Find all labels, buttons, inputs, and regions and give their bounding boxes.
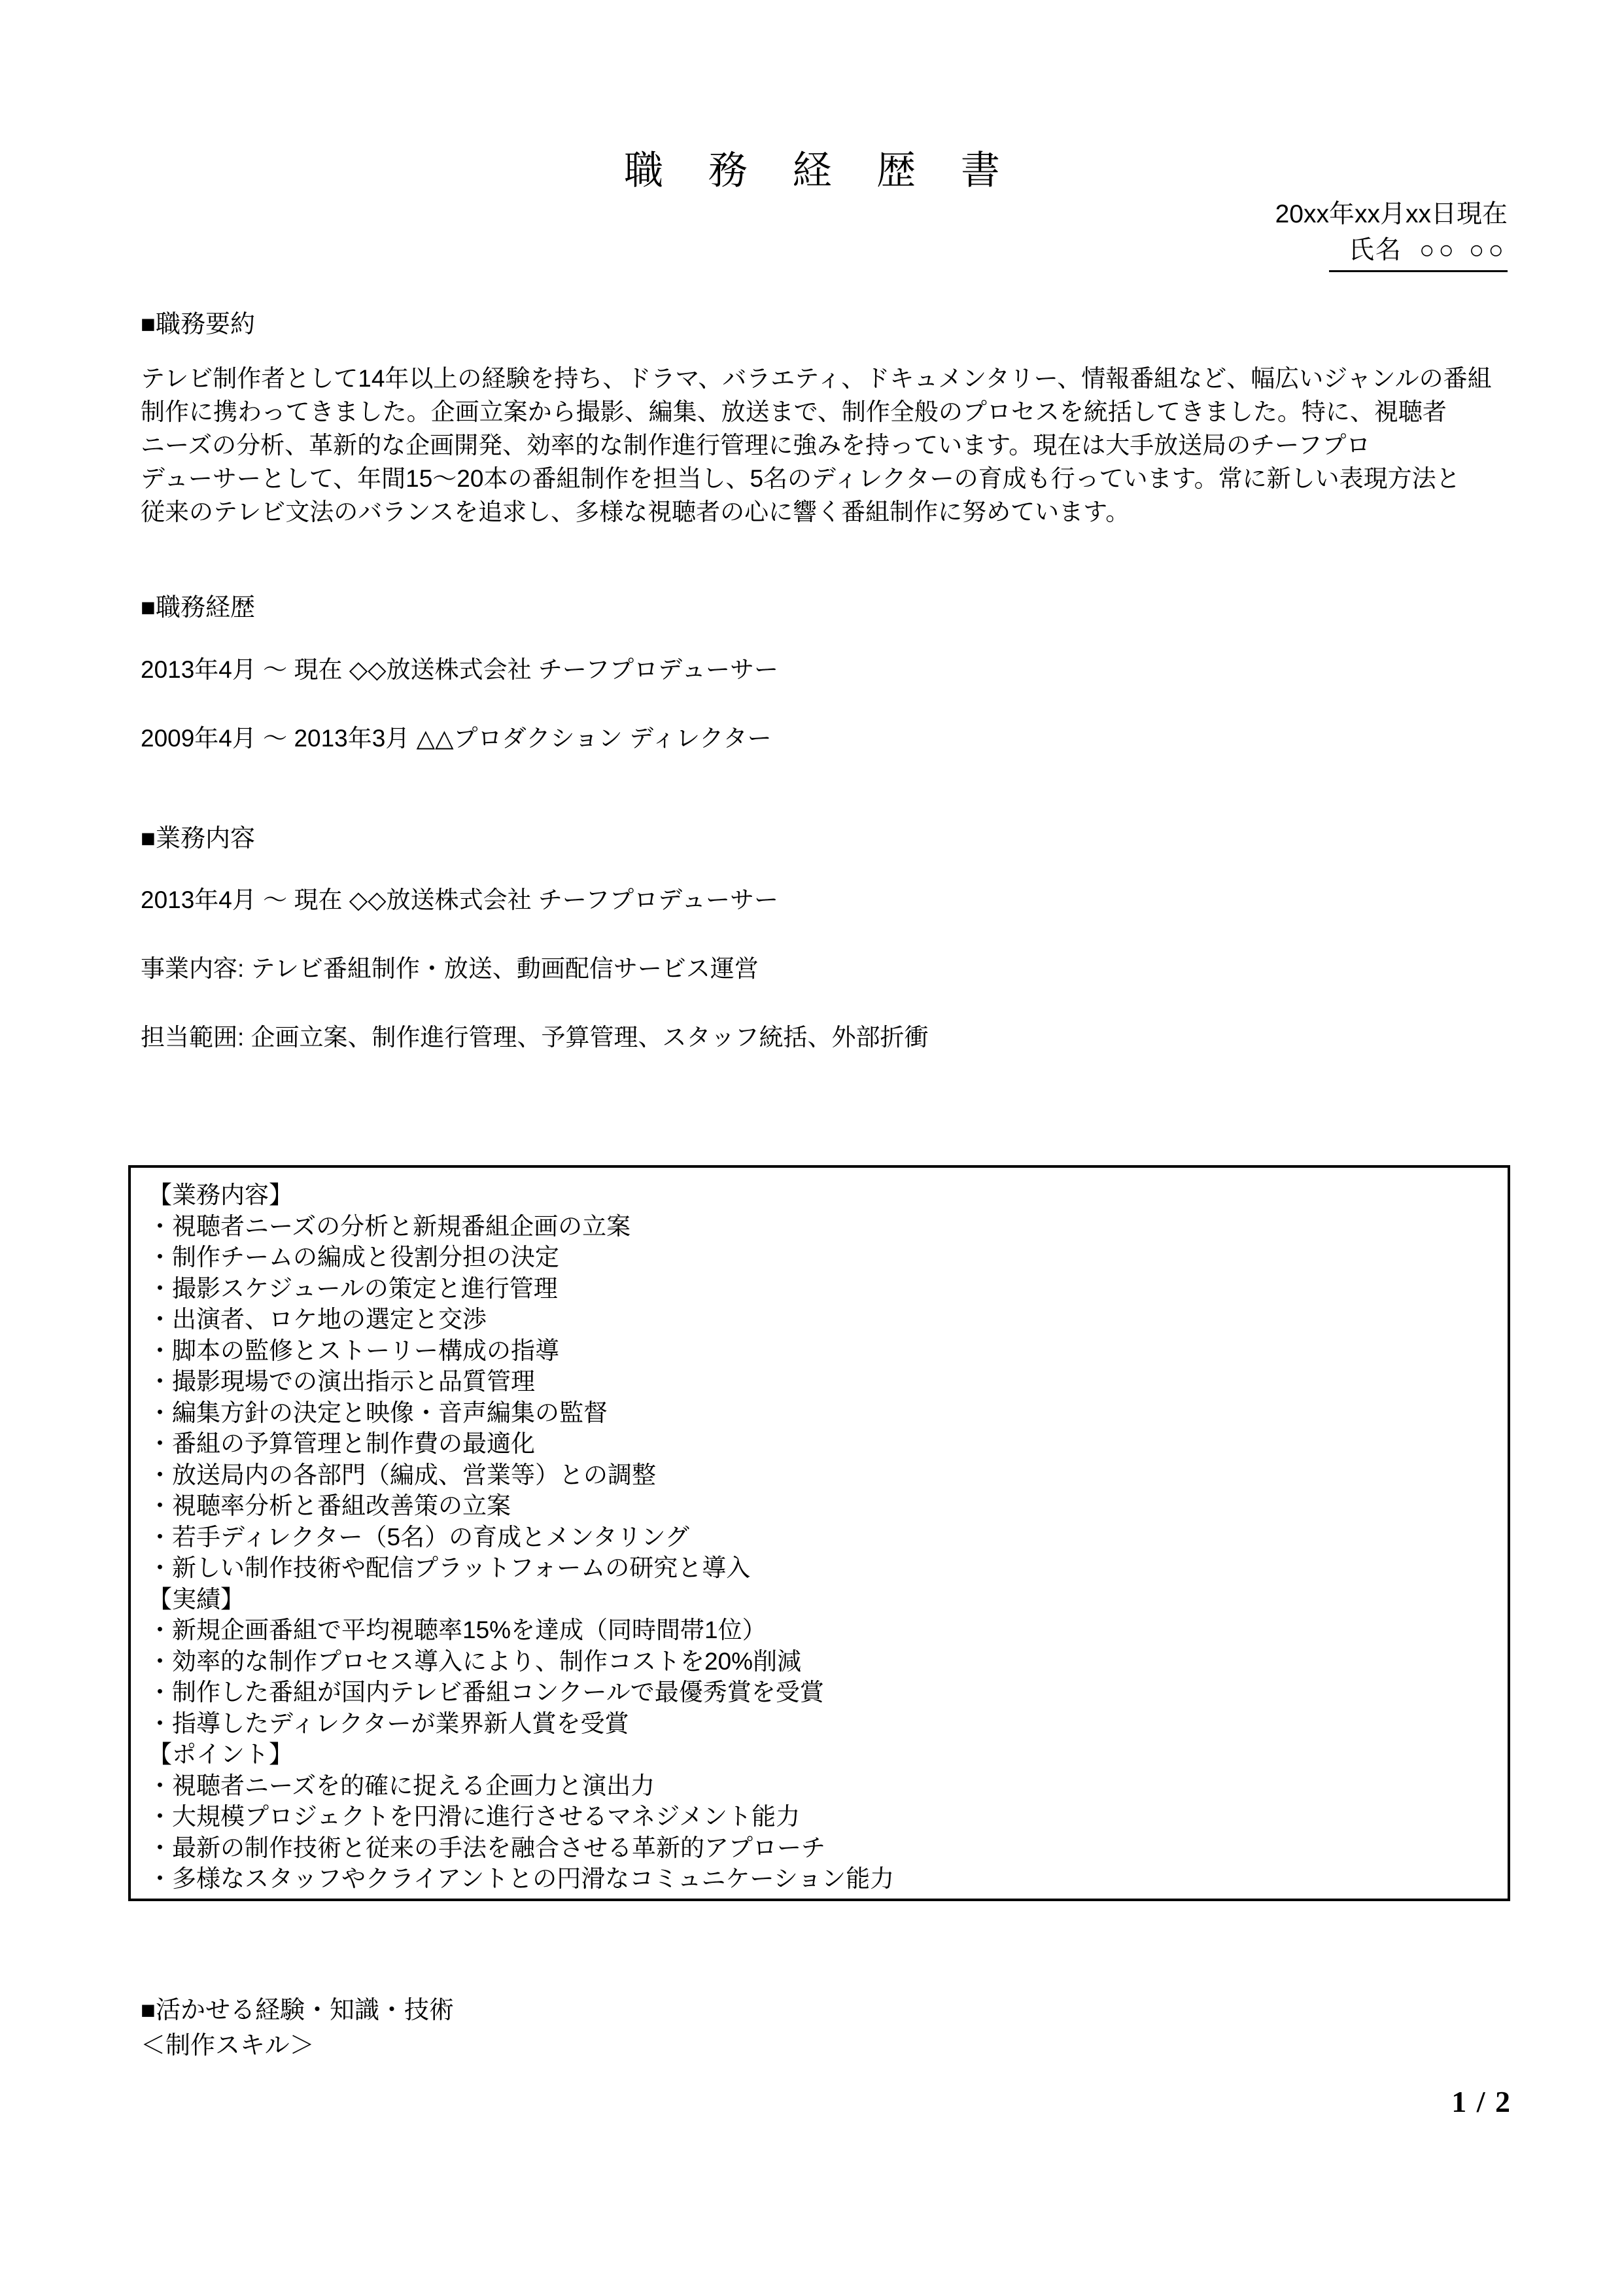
page-title: 職 務 経 歴 書 xyxy=(624,149,1017,192)
name-label: 氏名 xyxy=(1348,236,1402,265)
detail-item: ・ 撮影現場での演出指示と品質管理 xyxy=(148,1366,1508,1397)
header-meta xyxy=(1275,196,1508,272)
duties-period: 2013年4月 ～ 現在 ◇◇放送株式会社 チーフプロデューサー xyxy=(141,886,778,913)
section-heading-duties: ■業務内容 xyxy=(141,825,255,852)
summary-line: テレビ制作者として14年以上の経験を持ち、ドラマ、バラエティ、ドキュメンタリー、情報番組など、幅広いジャンルの番組 xyxy=(141,365,1492,392)
detail-box xyxy=(128,1165,1510,1901)
detail-item: ・ 制作チームの編成と役割分担の決定 xyxy=(148,1242,1508,1273)
summary-line: 制作に携わってきました。企画立案から撮影、編集、放送まで、制作全般のプロセスを統括してきました。特に、視聴者 xyxy=(141,398,1447,425)
detail-item: ・ 放送局内の各部門（編成、営業等）との調整 xyxy=(148,1460,1508,1491)
career-entry: 2013年4月 ～ 現在 ◇◇放送株式会社 チーフプロデューサー xyxy=(141,656,778,683)
detail-box-content xyxy=(131,1168,1508,1895)
summary-line: ニーズの分析、革新的な企画開発、効率的な制作進行管理に強みを持っています。現在は大手放送局のチーフプロ xyxy=(141,432,1371,459)
section-heading-career: ■職務経歴 xyxy=(141,594,255,622)
detail-item: ・ 出演者、ロケ地の選定と交渉 xyxy=(148,1304,1508,1335)
name-value: ○○ ○○ xyxy=(1419,236,1508,265)
detail-item: ・ 大規模プロジェクトを円滑に進行させるマネジメント能力 xyxy=(148,1801,1508,1832)
detail-item: ・ 番組の予算管理と制作費の最適化 xyxy=(148,1428,1508,1460)
detail-item: ・ 視聴者ニーズの分析と新規番組企画の立案 xyxy=(148,1211,1508,1242)
detail-group-heading: 【実績】 xyxy=(148,1585,245,1613)
detail-item: ・ 脚本の監修とストーリー構成の指導 xyxy=(148,1335,1508,1367)
summary-line: 従来のテレビ文法のバランスを追求し、多様な視聴者の心に響く番組制作に努めています。 xyxy=(141,499,1130,525)
detail-item: ・ 指導したディレクターが業界新人賞を受賞 xyxy=(148,1708,1508,1740)
current-date: 20xx年xx月xx日現在 xyxy=(1275,200,1508,228)
applicant-name-field xyxy=(1329,232,1508,272)
duties-scope: 担当範囲: 企画立案、制作進行管理、予算管理、スタッフ統括、外部折衝 xyxy=(141,1024,929,1051)
detail-group-heading: 【ポイント】 xyxy=(148,1741,293,1768)
detail-item: ・ 制作した番組が国内テレビ番組コンクールで最優秀賞を受賞 xyxy=(148,1677,1508,1708)
summary-paragraph xyxy=(141,362,1492,529)
detail-item: ・ 新しい制作技術や配信プラットフォームの研究と導入 xyxy=(148,1552,1508,1584)
detail-item: ・ 視聴率分析と番組改善策の立案 xyxy=(148,1490,1508,1522)
detail-item: ・ 最新の制作技術と従来の手法を融合させる革新的アプローチ xyxy=(148,1832,1508,1864)
duties-business-content: 事業内容: テレビ番組制作・放送、動画配信サービス運営 xyxy=(141,955,759,982)
skills-subheading: ＜制作スキル＞ xyxy=(141,2032,315,2059)
career-entry: 2009年4月 ～ 2013年3月 △△プロダクション ディレクター xyxy=(141,725,772,752)
page-number: 1 / 2 xyxy=(1451,2085,1512,2118)
summary-line: デューサーとして、年間15〜20本の番組制作を担当し、5名のディレクターの育成も行っています。常に新しい表現方法と xyxy=(141,465,1460,492)
detail-item: ・ 多様なスタッフやクライアントとの円滑なコミュニケーション能力 xyxy=(148,1863,1508,1895)
detail-group-heading: 【業務内容】 xyxy=(148,1182,293,1208)
section-heading-summary: ■職務要約 xyxy=(141,311,255,338)
detail-item: ・ 効率的な制作プロセス導入により、制作コストを20%削減 xyxy=(148,1646,1508,1677)
detail-item: ・ 編集方針の決定と映像・音声編集の監督 xyxy=(148,1397,1508,1429)
detail-item: ・ 若手ディレクター（5名）の育成とメンタリング xyxy=(148,1522,1508,1553)
detail-item: ・ 新規企画番組で平均視聴率15%を達成（同時間帯1位） xyxy=(148,1615,1508,1646)
detail-item: ・ 視聴者ニーズを的確に捉える企画力と演出力 xyxy=(148,1770,1508,1802)
detail-item: ・ 撮影スケジュールの策定と進行管理 xyxy=(148,1273,1508,1305)
section-heading-skills: ■活かせる経験・知識・技術 xyxy=(141,1997,454,2024)
